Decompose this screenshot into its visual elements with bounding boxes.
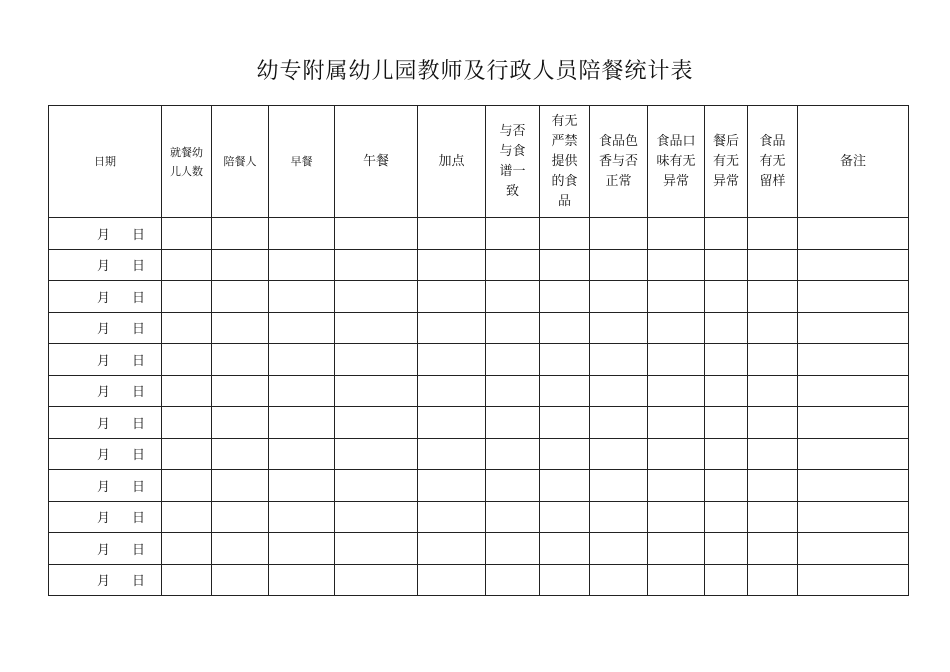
- empty-cell[interactable]: [540, 375, 590, 407]
- header-lunch: 午餐: [335, 106, 418, 218]
- empty-cell[interactable]: [540, 249, 590, 281]
- month-label: 月: [96, 385, 110, 401]
- header-sample-kept: 食品 有无 留样: [748, 106, 798, 218]
- empty-cell[interactable]: [705, 281, 748, 313]
- empty-cell[interactable]: [335, 533, 418, 565]
- table-row: [49, 470, 909, 502]
- empty-cell[interactable]: [486, 312, 540, 344]
- empty-cell[interactable]: [748, 533, 798, 565]
- empty-cell[interactable]: [212, 438, 269, 470]
- empty-cell[interactable]: [705, 344, 748, 376]
- empty-cell[interactable]: [540, 312, 590, 344]
- empty-cell[interactable]: [590, 249, 648, 281]
- empty-cell[interactable]: [212, 249, 269, 281]
- empty-cell[interactable]: [798, 218, 909, 250]
- meal-accompany-table: [48, 105, 909, 596]
- empty-cell[interactable]: [269, 375, 335, 407]
- empty-cell[interactable]: [212, 281, 269, 313]
- day-label: 日: [132, 322, 146, 338]
- empty-cell[interactable]: [748, 501, 798, 533]
- empty-cell[interactable]: [590, 501, 648, 533]
- empty-cell[interactable]: [212, 344, 269, 376]
- empty-cell[interactable]: [486, 533, 540, 565]
- empty-cell[interactable]: [705, 312, 748, 344]
- month-label: 月: [96, 574, 110, 590]
- empty-cell[interactable]: [335, 281, 418, 313]
- empty-cell[interactable]: [418, 407, 486, 439]
- date-cell[interactable]: [49, 501, 162, 533]
- month-label: 月: [96, 479, 110, 495]
- header-prohibited-food: 有无 严禁 提供 的食 品: [540, 106, 590, 218]
- empty-cell[interactable]: [798, 375, 909, 407]
- empty-cell[interactable]: [486, 375, 540, 407]
- empty-cell[interactable]: [486, 438, 540, 470]
- empty-cell[interactable]: [212, 312, 269, 344]
- empty-cell[interactable]: [269, 501, 335, 533]
- empty-cell[interactable]: [540, 281, 590, 313]
- empty-cell[interactable]: [540, 438, 590, 470]
- page-title: 幼专附属幼儿园教师及行政人员陪餐统计表: [256, 59, 694, 84]
- empty-cell[interactable]: [269, 407, 335, 439]
- date-cell[interactable]: [49, 218, 162, 250]
- empty-cell[interactable]: [335, 312, 418, 344]
- empty-cell[interactable]: [648, 438, 705, 470]
- header-appearance-normal: 食品色 香与否 正常: [590, 106, 648, 218]
- table-row: [49, 564, 909, 596]
- empty-cell[interactable]: [590, 218, 648, 250]
- empty-cell[interactable]: [705, 470, 748, 502]
- empty-cell[interactable]: [798, 501, 909, 533]
- empty-cell[interactable]: [590, 281, 648, 313]
- empty-cell[interactable]: [540, 470, 590, 502]
- table-row: [49, 533, 909, 565]
- empty-cell[interactable]: [212, 470, 269, 502]
- empty-cell[interactable]: [269, 281, 335, 313]
- empty-cell[interactable]: [335, 375, 418, 407]
- empty-cell[interactable]: [269, 249, 335, 281]
- header-row: [49, 106, 909, 218]
- empty-cell[interactable]: [540, 533, 590, 565]
- empty-cell[interactable]: [335, 407, 418, 439]
- empty-cell[interactable]: [705, 564, 748, 596]
- date-cell[interactable]: [49, 407, 162, 439]
- empty-cell[interactable]: [335, 564, 418, 596]
- empty-cell[interactable]: [705, 438, 748, 470]
- empty-cell[interactable]: [648, 501, 705, 533]
- empty-cell[interactable]: [486, 564, 540, 596]
- day-label: 日: [132, 227, 146, 243]
- empty-cell[interactable]: [590, 438, 648, 470]
- header-matches-menu: 与否 与食 谱一 致: [486, 106, 540, 218]
- empty-cell[interactable]: [335, 470, 418, 502]
- empty-cell[interactable]: [162, 438, 212, 470]
- day-label: 日: [132, 353, 146, 369]
- empty-cell[interactable]: [486, 249, 540, 281]
- empty-cell[interactable]: [748, 344, 798, 376]
- empty-cell[interactable]: [162, 564, 212, 596]
- empty-cell[interactable]: [269, 533, 335, 565]
- empty-cell[interactable]: [748, 218, 798, 250]
- empty-cell[interactable]: [162, 344, 212, 376]
- empty-cell[interactable]: [798, 438, 909, 470]
- table-row: [49, 375, 909, 407]
- empty-cell[interactable]: [798, 312, 909, 344]
- empty-cell[interactable]: [486, 344, 540, 376]
- date-cell[interactable]: [49, 344, 162, 376]
- empty-cell[interactable]: [540, 407, 590, 439]
- empty-cell[interactable]: [486, 281, 540, 313]
- date-cell[interactable]: [49, 312, 162, 344]
- empty-cell[interactable]: [335, 249, 418, 281]
- empty-cell[interactable]: [418, 281, 486, 313]
- empty-cell[interactable]: [748, 564, 798, 596]
- empty-cell[interactable]: [162, 281, 212, 313]
- date-cell[interactable]: [49, 281, 162, 313]
- header-children-count: 就餐幼 儿人数: [162, 106, 212, 218]
- empty-cell[interactable]: [798, 407, 909, 439]
- empty-cell[interactable]: [705, 218, 748, 250]
- empty-cell[interactable]: [212, 564, 269, 596]
- empty-cell[interactable]: [798, 344, 909, 376]
- table-row: [49, 501, 909, 533]
- empty-cell[interactable]: [269, 470, 335, 502]
- empty-cell[interactable]: [418, 564, 486, 596]
- empty-cell[interactable]: [748, 470, 798, 502]
- empty-cell[interactable]: [798, 281, 909, 313]
- month-label: 月: [96, 448, 110, 464]
- table-row: [49, 312, 909, 344]
- month-label: 月: [96, 416, 110, 432]
- month-label: 月: [96, 259, 110, 275]
- empty-cell[interactable]: [748, 312, 798, 344]
- empty-cell[interactable]: [418, 438, 486, 470]
- empty-cell[interactable]: [162, 218, 212, 250]
- empty-cell[interactable]: [418, 344, 486, 376]
- empty-cell[interactable]: [335, 438, 418, 470]
- empty-cell[interactable]: [162, 533, 212, 565]
- empty-cell[interactable]: [705, 407, 748, 439]
- empty-cell[interactable]: [798, 470, 909, 502]
- empty-cell[interactable]: [540, 344, 590, 376]
- empty-cell[interactable]: [162, 312, 212, 344]
- empty-cell[interactable]: [648, 344, 705, 376]
- empty-cell[interactable]: [418, 218, 486, 250]
- empty-cell[interactable]: [162, 249, 212, 281]
- header-breakfast: 早餐: [269, 106, 335, 218]
- empty-cell[interactable]: [540, 501, 590, 533]
- empty-cell[interactable]: [212, 407, 269, 439]
- empty-cell[interactable]: [162, 501, 212, 533]
- empty-cell[interactable]: [486, 501, 540, 533]
- empty-cell[interactable]: [162, 407, 212, 439]
- header-snack: 加点: [418, 106, 486, 218]
- day-label: 日: [132, 511, 146, 527]
- empty-cell[interactable]: [648, 564, 705, 596]
- empty-cell[interactable]: [648, 407, 705, 439]
- day-label: 日: [132, 259, 146, 275]
- empty-cell[interactable]: [648, 281, 705, 313]
- empty-cell[interactable]: [269, 312, 335, 344]
- empty-cell[interactable]: [648, 375, 705, 407]
- empty-cell[interactable]: [212, 533, 269, 565]
- empty-cell[interactable]: [162, 470, 212, 502]
- empty-cell[interactable]: [648, 533, 705, 565]
- empty-cell[interactable]: [212, 501, 269, 533]
- day-label: 日: [132, 448, 146, 464]
- empty-cell[interactable]: [418, 470, 486, 502]
- date-cell[interactable]: [49, 375, 162, 407]
- empty-cell[interactable]: [705, 249, 748, 281]
- date-cell[interactable]: [49, 564, 162, 596]
- empty-cell[interactable]: [748, 281, 798, 313]
- empty-cell[interactable]: [269, 564, 335, 596]
- empty-cell[interactable]: [590, 375, 648, 407]
- table-row: [49, 218, 909, 250]
- empty-cell[interactable]: [418, 375, 486, 407]
- empty-cell[interactable]: [418, 249, 486, 281]
- empty-cell[interactable]: [705, 375, 748, 407]
- month-label: 月: [96, 290, 110, 306]
- month-label: 月: [96, 322, 110, 338]
- header-remarks: 备注: [798, 106, 909, 218]
- date-cell[interactable]: [49, 470, 162, 502]
- header-after-meal-abnormal: 餐后 有无 异常: [705, 106, 748, 218]
- table-row: [49, 249, 909, 281]
- month-label: 月: [96, 542, 110, 558]
- empty-cell[interactable]: [540, 218, 590, 250]
- empty-cell[interactable]: [648, 218, 705, 250]
- empty-cell[interactable]: [486, 470, 540, 502]
- day-label: 日: [132, 479, 146, 495]
- empty-cell[interactable]: [590, 407, 648, 439]
- date-cell[interactable]: [49, 533, 162, 565]
- empty-cell[interactable]: [748, 438, 798, 470]
- empty-cell[interactable]: [269, 344, 335, 376]
- empty-cell[interactable]: [705, 501, 748, 533]
- empty-cell[interactable]: [335, 501, 418, 533]
- empty-cell[interactable]: [335, 344, 418, 376]
- empty-cell[interactable]: [335, 218, 418, 250]
- day-label: 日: [132, 290, 146, 306]
- empty-cell[interactable]: [748, 249, 798, 281]
- empty-cell[interactable]: [418, 312, 486, 344]
- empty-cell[interactable]: [212, 375, 269, 407]
- empty-cell[interactable]: [590, 312, 648, 344]
- empty-cell[interactable]: [590, 470, 648, 502]
- header-companion: 陪餐人: [212, 106, 269, 218]
- empty-cell[interactable]: [418, 533, 486, 565]
- empty-cell[interactable]: [418, 501, 486, 533]
- empty-cell[interactable]: [748, 407, 798, 439]
- month-label: 月: [96, 511, 110, 527]
- empty-cell[interactable]: [590, 564, 648, 596]
- day-label: 日: [132, 385, 146, 401]
- empty-cell[interactable]: [162, 375, 212, 407]
- empty-cell[interactable]: [590, 344, 648, 376]
- date-cell[interactable]: [49, 249, 162, 281]
- empty-cell[interactable]: [269, 438, 335, 470]
- table-row: [49, 281, 909, 313]
- empty-cell[interactable]: [540, 564, 590, 596]
- empty-cell[interactable]: [648, 249, 705, 281]
- empty-cell[interactable]: [748, 375, 798, 407]
- empty-cell[interactable]: [798, 564, 909, 596]
- table-row: [49, 438, 909, 470]
- header-date: 日期: [49, 106, 162, 218]
- month-label: 月: [96, 353, 110, 369]
- empty-cell[interactable]: [212, 218, 269, 250]
- empty-cell[interactable]: [486, 407, 540, 439]
- header-taste-abnormal: 食品口 味有无 异常: [648, 106, 705, 218]
- day-label: 日: [132, 416, 146, 432]
- empty-cell[interactable]: [648, 470, 705, 502]
- month-label: 月: [96, 227, 110, 243]
- table-row: [49, 407, 909, 439]
- empty-cell[interactable]: [590, 533, 648, 565]
- day-label: 日: [132, 574, 146, 590]
- empty-cell[interactable]: [269, 218, 335, 250]
- date-cell[interactable]: [49, 438, 162, 470]
- empty-cell[interactable]: [648, 312, 705, 344]
- day-label: 日: [132, 542, 146, 558]
- empty-cell[interactable]: [798, 533, 909, 565]
- empty-cell[interactable]: [486, 218, 540, 250]
- empty-cell[interactable]: [798, 249, 909, 281]
- empty-cell[interactable]: [705, 533, 748, 565]
- table-row: [49, 344, 909, 376]
